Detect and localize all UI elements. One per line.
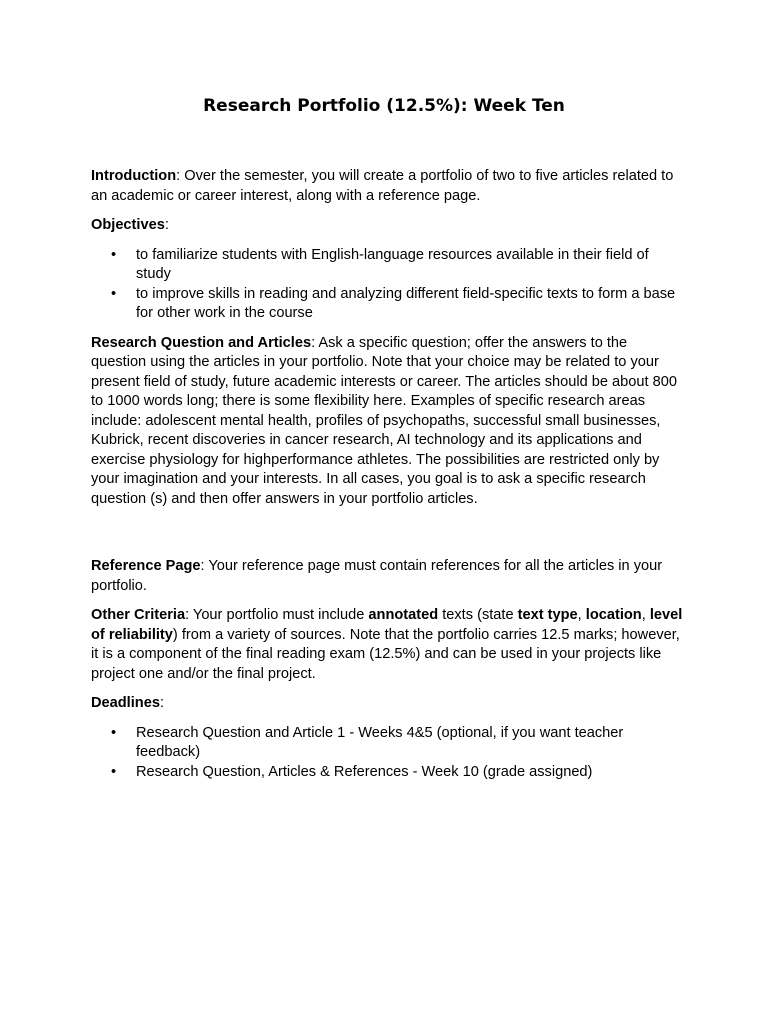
bullet-icon: • xyxy=(111,285,117,302)
list-item xyxy=(91,724,683,763)
objective-text: to familiarize students with English-language resources available in their field of study xyxy=(136,246,649,282)
other-criteria-paragraph xyxy=(91,606,683,684)
list-item xyxy=(91,763,683,783)
other-criteria-text: , xyxy=(641,607,650,623)
reference-page-text: : Your reference page must contain references for all the articles in your portfolio. xyxy=(91,558,663,594)
objectives-label: Objectives xyxy=(91,217,165,233)
deadlines-label: Deadlines xyxy=(91,695,160,711)
reference-page-label: Reference Page xyxy=(91,558,201,574)
deadlines-list xyxy=(91,724,683,783)
other-criteria-text: : Your portfolio must include xyxy=(185,607,369,623)
document-body xyxy=(91,167,683,792)
objective-text: to improve skills in reading and analyzing different field-specific texts to form a base for other work in the course xyxy=(136,285,676,321)
introduction-label: Introduction xyxy=(91,168,177,184)
list-item xyxy=(91,285,683,324)
bullet-icon: • xyxy=(111,724,117,741)
other-criteria-text: texts (state xyxy=(438,607,518,623)
research-question-paragraph xyxy=(91,334,683,510)
objectives-suffix: : xyxy=(164,217,169,233)
objectives-list xyxy=(91,246,683,324)
research-question-text: : Ask a specific question; offer the answers to the question using the articles in your portfolio. Note that your choice may be related to your present field of study, future academic interests or career. The articles should be about 800 to 1000 words long; there is some flexibility here. Examples of specific research areas include: adolescent mental health, profiles of psychopaths, successful small businesses, Kubrick, recent discoveries in cancer research, AI technology and its applications and exercise physiology for highperformance athletes. The possibilities are restricted only by your imagination and your interests. In all cases, you goal is to ask a specific research question (s) and then offer answers in your portfolio articles. xyxy=(91,334,677,507)
section-spacer xyxy=(91,519,683,557)
other-criteria-label: Other Criteria xyxy=(91,607,186,623)
deadline-text: Research Question, Articles & References - Week 10 (grade assigned) xyxy=(136,763,593,780)
page-title: Research Portfolio (12.5%): Week Ten xyxy=(203,96,565,116)
bullet-icon: • xyxy=(111,763,117,780)
other-criteria-bold: annotated xyxy=(368,607,439,623)
other-criteria-bold: text type xyxy=(517,607,578,623)
deadlines-heading xyxy=(91,694,683,714)
reference-page-paragraph xyxy=(91,557,683,596)
research-question-label: Research Question and Articles xyxy=(91,334,312,351)
introduction-paragraph xyxy=(91,167,683,206)
other-criteria-text: , xyxy=(577,607,586,623)
other-criteria-bold: location xyxy=(585,607,642,623)
objectives-heading xyxy=(91,216,683,236)
other-criteria-bold: level of reliability xyxy=(91,607,683,643)
other-criteria-text: ) from a variety of sources. Note that the portfolio carries 12.5 marks; however, it is a component of the final reading exam (12.5%) and can be used in your projects like project one and/or the final project. xyxy=(91,626,680,682)
introduction-text: : Over the semester, you will create a portfolio of two to five articles related to an academic or career interest, along with a reference page. xyxy=(91,168,674,204)
deadline-text: Research Question and Article 1 - Weeks 4&5 (optional, if you want teacher feedback) xyxy=(136,724,624,760)
deadlines-suffix: : xyxy=(159,695,165,711)
list-item xyxy=(91,246,683,285)
bullet-icon: • xyxy=(111,246,117,263)
